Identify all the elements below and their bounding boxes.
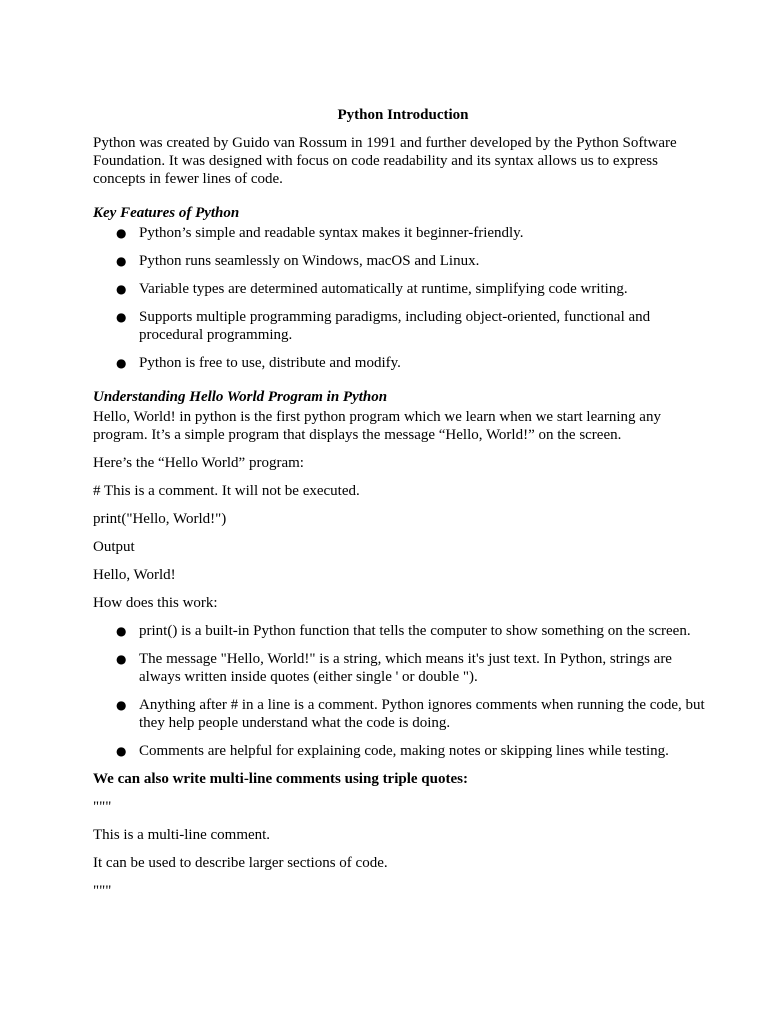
hello-world-heading: Understanding Hello World Program in Python: [93, 389, 388, 405]
list-item: ● Variable types are determined automatically at runtime, simplifying code writing.: [116, 281, 628, 297]
page-title: Python Introduction: [337, 107, 469, 123]
list-item: ● print() is a built-in Python function that tells the computer to show something on the screen.: [116, 623, 691, 639]
bullet-icon: ●: [116, 652, 127, 666]
triple-quote-close: """: [93, 883, 112, 899]
list-item: ● Comments are helpful for explaining code, making notes or skipping lines while testing.: [116, 743, 669, 759]
bullet-icon: ●: [116, 624, 127, 638]
features-heading: Key Features of Python: [93, 205, 240, 221]
features-list: [93, 224, 713, 372]
bullet-icon: ●: [116, 698, 127, 712]
how-label: How does this work:: [93, 595, 218, 611]
code-print-line: print("Hello, World!"): [93, 511, 227, 527]
bullet-icon: ●: [116, 226, 127, 240]
list-item: ● Anything after # in a line is a comment. Python ignores comments when running the code, but they help people understand what the code is doing.: [116, 697, 705, 731]
list-item: ● Python is free to use, distribute and modify.: [116, 355, 401, 371]
list-item: ● Supports multiple programming paradigms, including object-oriented, functional and procedural programming.: [116, 309, 651, 343]
list-item: ● Python’s simple and readable syntax makes it beginner-friendly.: [116, 225, 524, 241]
list-item: ● The message "Hello, World!" is a string, which means it's just text. In Python, strings are always written inside quotes (either single ' or double ").: [116, 651, 672, 685]
triple-quote-open: """: [93, 799, 112, 815]
program-label: Here’s the “Hello World” program:: [93, 455, 304, 471]
bullet-icon: ●: [116, 254, 127, 268]
list-item: ● Python runs seamlessly on Windows, macOS and Linux.: [116, 253, 480, 269]
bullet-icon: ●: [116, 356, 127, 370]
bullet-icon: ●: [116, 282, 127, 296]
document-page: [93, 106, 713, 910]
bullet-icon: ●: [116, 310, 127, 324]
multiline-comment-line: It can be used to describe larger sections of code.: [93, 855, 388, 871]
code-comment-line: # This is a comment. It will not be executed.: [93, 483, 360, 499]
bullet-icon: ●: [116, 744, 127, 758]
how-list: [93, 622, 713, 760]
hello-intro-paragraph: Hello, World! in python is the first python program which we learn when we start learning any program. It’s a simple program that displays the message “Hello, World!” on the screen.: [93, 409, 661, 443]
output-value: Hello, World!: [93, 567, 176, 583]
intro-paragraph: Python was created by Guido van Rossum in 1991 and further developed by the Python Software Foundation. It was designed with focus on code readability and its syntax allows us to express concepts in fewer lines of code.: [93, 135, 677, 187]
multiline-comment-line: This is a multi-line comment.: [93, 827, 271, 843]
multiline-heading: We can also write multi-line comments using triple quotes:: [93, 771, 468, 787]
output-label: Output: [93, 539, 135, 555]
